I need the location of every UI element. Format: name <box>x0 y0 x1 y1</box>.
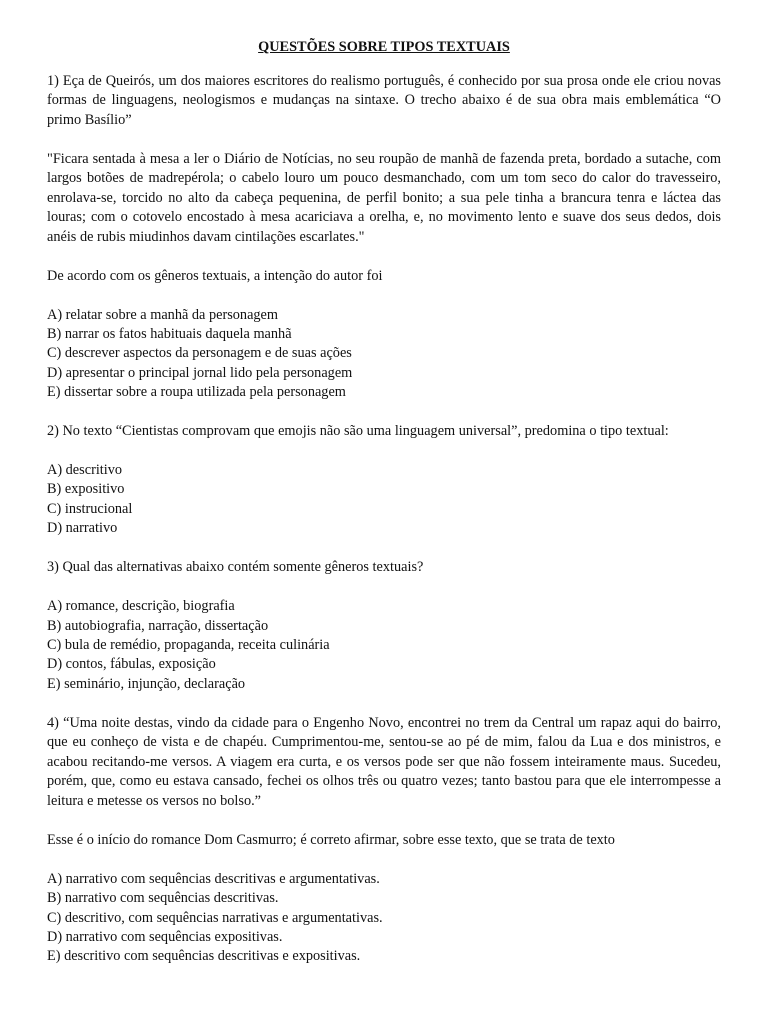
question-4-options <box>47 870 721 967</box>
option-a: A) descritivo <box>47 462 123 479</box>
option-b: B) narrar os fatos habituais daquela manhã <box>47 325 292 342</box>
question-1-prompt: De acordo com os gêneros textuais, a intenção do autor foi <box>47 267 383 284</box>
question-1-options <box>47 306 721 403</box>
question-3-prompt: 3) Qual das alternativas abaixo contém somente gêneros textuais? <box>47 559 424 576</box>
question-4-prompt: Esse é o início do romance Dom Casmurro; é correto afirmar, sobre esse texto, que se trata de texto <box>47 831 615 848</box>
question-1-intro: 1) Eça de Queirós, um dos maiores escritores do realismo português, é conhecido por sua prosa onde ele criou novas formas de linguagens, neologismos e mudanças na sintaxe. O trecho abaixo é de sua obra mais emblemática “O primo Basílio” <box>47 72 721 128</box>
option-c: C) instrucional <box>47 500 133 517</box>
question-1-excerpt: "Ficara sentada à mesa a ler o Diário de Notícias, no seu roupão de manhã de fazenda preta, bordado a sutache, com largos botões de madrepérola; o cabelo louro um pouco desmanchado, com um tom seco do calor do travesseiro, enrolava-se, torcido no alto da cabeça pequenina, de perfil bonito; a sua pele tinha a brancura tenra e láctea das louras; com o cotovelo encostado à mesa acariciava a orelha, e, no movimento lento e suave dos seus dedos, dois anéis de rubis miudinhos davam cintilações escarlates." <box>47 150 721 245</box>
option-b: B) autobiografia, narração, dissertação <box>47 617 269 634</box>
question-3-options <box>47 597 721 694</box>
option-d: D) apresentar o principal jornal lido pela personagem <box>47 364 353 381</box>
question-4-excerpt: 4) “Uma noite destas, vindo da cidade para o Engenho Novo, encontrei no trem da Central um rapaz aqui do bairro, que eu conheço de vista e de chapéu. Cumprimentou-me, sentou-se ao pé de mim, falou da Lua e dos ministros, e acabou recitando-me versos. A viagem era curta, e os versos pode ser que não fossem inteiramente maus. Sucedeu, porém, que, como eu estava cansado, fechei os olhos três ou quatro vezes; tanto bastou para que ele interrompesse a leitura e metesse os versos no bolso.” <box>47 714 721 809</box>
question-2 <box>47 422 721 539</box>
option-d: D) contos, fábulas, exposição <box>47 656 216 673</box>
option-b: B) expositivo <box>47 481 125 498</box>
option-c: C) descritivo, com sequências narrativas e argumentativas. <box>47 909 383 926</box>
question-4 <box>47 714 721 967</box>
option-c: C) bula de remédio, propaganda, receita culinária <box>47 636 330 653</box>
question-2-prompt: 2) No texto “Cientistas comprovam que emojis não são uma linguagem universal”, predomina o tipo textual: <box>47 423 669 440</box>
page-title: QUESTÕES SOBRE TIPOS TEXTUAIS <box>258 39 510 55</box>
option-d: D) narrativo com sequências expositivas. <box>47 928 283 945</box>
option-d: D) narrativo <box>47 520 118 537</box>
option-e: E) dissertar sobre a roupa utilizada pela personagem <box>47 384 346 401</box>
question-2-options <box>47 461 721 539</box>
option-c: C) descrever aspectos da personagem e de suas ações <box>47 345 352 362</box>
option-a: A) narrativo com sequências descritivas e argumentativas. <box>47 870 380 887</box>
option-a: A) romance, descrição, biografia <box>47 598 235 615</box>
option-b: B) narrativo com sequências descritivas. <box>47 890 279 907</box>
question-3 <box>47 558 721 694</box>
option-a: A) relatar sobre a manhã da personagem <box>47 306 279 323</box>
question-1 <box>47 72 721 403</box>
option-e: E) seminário, injunção, declaração <box>47 675 246 692</box>
option-e: E) descritivo com sequências descritivas e expositivas. <box>47 948 361 965</box>
